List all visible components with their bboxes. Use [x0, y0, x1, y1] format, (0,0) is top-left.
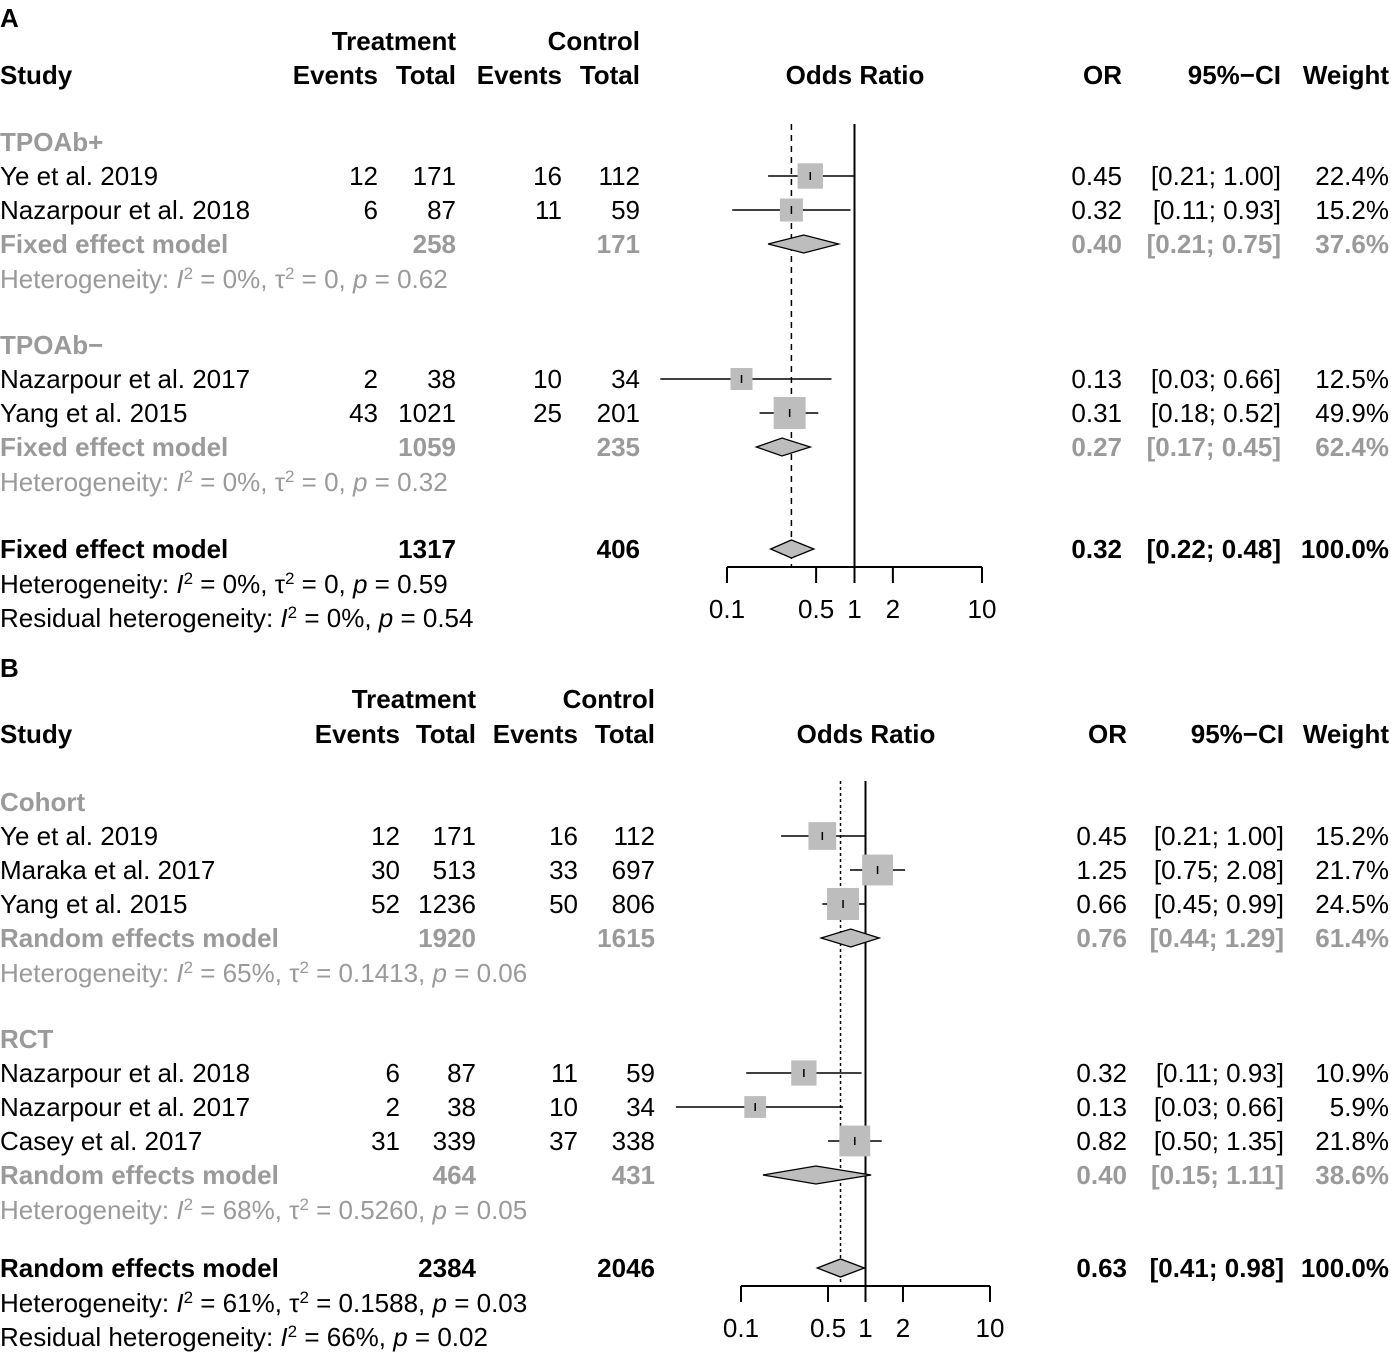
treatment-events: 43	[349, 398, 378, 428]
overall-control-total: 406	[596, 534, 640, 564]
subgroup-ci: [0.21; 0.75]	[1146, 229, 1281, 259]
confidence-interval: [0.11; 0.93]	[1152, 195, 1281, 225]
study-weight: 12.5%	[1315, 364, 1389, 394]
control-total: 59	[611, 195, 640, 225]
treatment-total: 171	[432, 821, 476, 851]
study-name: Nazarpour et al. 2018	[0, 195, 251, 225]
overall-heterogeneity: Heterogeneity: $I^2 = 0\%$, $\tau^2 = 0$, p = 0.59	[0, 568, 448, 599]
confidence-interval: [0.21; 1.00]	[1153, 821, 1284, 851]
treatment-events: 31	[371, 1126, 400, 1156]
header-control-events: Events	[476, 60, 562, 90]
header-or: OR	[1083, 60, 1122, 90]
study-weight: 21.7%	[1315, 855, 1389, 885]
subgroup-model-label: Fixed effect model	[0, 229, 229, 259]
odds-ratio-value: 0.45	[1076, 821, 1127, 851]
header-study: Study	[0, 60, 73, 90]
overall-diamond	[817, 1259, 864, 1277]
overall-ci: [0.22; 0.48]	[1146, 534, 1281, 564]
subgroup-heterogeneity: Heterogeneity: $I^2 = 65\%$, $\tau^2 = 0.1413$, p = 0.06	[0, 957, 528, 988]
study-weight: 5.9%	[1329, 1092, 1389, 1122]
treatment-events: 6	[385, 1058, 400, 1088]
overall-model-label: Random effects model	[0, 1253, 279, 1283]
subgroup-title: TPOAb−	[0, 330, 104, 360]
overall-heterogeneity: Heterogeneity: $I^2 = 61\%$, $\tau^2 = 0.1588$, p = 0.03	[0, 1287, 528, 1318]
odds-ratio-value: 0.13	[1076, 1092, 1127, 1122]
treatment-total: 38	[447, 1092, 476, 1122]
odds-ratio-value: 0.82	[1076, 1126, 1127, 1156]
study-name: Yang et al. 2015	[0, 398, 188, 428]
study-name: Nazarpour et al. 2017	[0, 1092, 251, 1122]
control-total: 201	[596, 398, 640, 428]
header-treatment: Treatment	[351, 684, 476, 714]
treatment-total: 87	[447, 1058, 476, 1088]
subgroup-model-label: Random effects model	[0, 1160, 279, 1190]
overall-treatment-total: 1317	[398, 534, 456, 564]
treatment-events: 12	[349, 161, 378, 191]
overall-diamond	[771, 540, 814, 558]
control-events: 11	[551, 1058, 578, 1088]
confidence-interval: [0.21; 1.00]	[1150, 161, 1281, 191]
subgroup-title: RCT	[0, 1024, 54, 1054]
overall-treatment-total: 2384	[418, 1253, 476, 1283]
subgroup-control-total: 431	[611, 1160, 655, 1190]
x-tick-label: 10	[975, 1313, 1005, 1343]
subgroup-control-total: 1615	[597, 923, 655, 953]
panel-label: A	[0, 3, 19, 33]
control-total: 806	[611, 889, 655, 919]
treatment-total: 339	[432, 1126, 476, 1156]
residual-heterogeneity: Residual heterogeneity: $I^2 = 0\%$, p = 0.54	[0, 602, 474, 633]
confidence-interval: [0.75; 2.08]	[1153, 855, 1284, 885]
header-control: Control	[562, 684, 655, 714]
header-or: OR	[1088, 719, 1127, 749]
study-weight: 15.2%	[1315, 821, 1389, 851]
header-odds-ratio: Odds Ratio	[785, 60, 925, 90]
overall-model-label: Fixed effect model	[0, 534, 229, 564]
x-tick-label: 1	[847, 594, 862, 624]
study-weight: 10.9%	[1315, 1058, 1389, 1088]
treatment-events: 2	[363, 364, 378, 394]
header-treatment-total: Total	[395, 60, 456, 90]
overall-odds-ratio: 0.32	[1071, 534, 1122, 564]
subgroup-diamond	[768, 235, 838, 253]
odds-ratio-value: 0.45	[1071, 161, 1122, 191]
overall-control-total: 2046	[597, 1253, 655, 1283]
control-total: 59	[626, 1058, 655, 1088]
header-odds-ratio: Odds Ratio	[796, 719, 936, 749]
subgroup-ci: [0.44; 1.29]	[1149, 923, 1284, 953]
header-control-total: Total	[579, 60, 640, 90]
control-total: 697	[611, 855, 655, 885]
study-name: Yang et al. 2015	[0, 889, 188, 919]
subgroup-weight: 62.4%	[1315, 432, 1389, 462]
header-weight: Weight	[1302, 719, 1389, 749]
subgroup-model-label: Fixed effect model	[0, 432, 229, 462]
study-name: Nazarpour et al. 2017	[0, 364, 251, 394]
control-total: 112	[613, 821, 655, 851]
control-events: 16	[549, 821, 578, 851]
control-events: 10	[533, 364, 562, 394]
subgroup-diamond	[821, 929, 879, 947]
subgroup-diamond	[763, 1166, 871, 1184]
subgroup-title: Cohort	[0, 787, 86, 817]
residual-heterogeneity: Residual heterogeneity: $I^2 = 66\%$, p = 0.02	[0, 1321, 488, 1352]
control-events: 11	[535, 195, 562, 225]
header-treatment-events: Events	[314, 719, 400, 749]
study-weight: 49.9%	[1315, 398, 1389, 428]
confidence-interval: [0.03; 0.66]	[1150, 364, 1281, 394]
control-events: 25	[533, 398, 562, 428]
control-events: 50	[549, 889, 578, 919]
study-weight: 15.2%	[1315, 195, 1389, 225]
confidence-interval: [0.03; 0.66]	[1153, 1092, 1284, 1122]
subgroup-heterogeneity: Heterogeneity: $I^2 = 0\%$, $\tau^2 = 0$, p = 0.62	[0, 263, 448, 294]
study-name: Nazarpour et al. 2018	[0, 1058, 251, 1088]
overall-odds-ratio: 0.63	[1076, 1253, 1127, 1283]
x-tick-label: 1	[858, 1313, 873, 1343]
treatment-events: 52	[371, 889, 400, 919]
control-events: 37	[549, 1126, 578, 1156]
x-tick-label: 2	[895, 1313, 911, 1343]
subgroup-control-total: 235	[596, 432, 640, 462]
header-study: Study	[0, 719, 73, 749]
study-name: Maraka et al. 2017	[0, 855, 216, 885]
confidence-interval: [0.45; 0.99]	[1153, 889, 1284, 919]
subgroup-title: TPOAb+	[0, 127, 104, 157]
study-weight: 22.4%	[1315, 161, 1389, 191]
subgroup-odds-ratio: 0.27	[1071, 432, 1122, 462]
treatment-total: 1021	[398, 398, 456, 428]
study-weight: 24.5%	[1315, 889, 1389, 919]
subgroup-odds-ratio: 0.40	[1071, 229, 1122, 259]
odds-ratio-value: 0.66	[1076, 889, 1127, 919]
subgroup-treatment-total: 1059	[398, 432, 456, 462]
treatment-events: 12	[371, 821, 400, 851]
x-tick-label: 0.5	[809, 1313, 847, 1343]
header-treatment-events: Events	[292, 60, 378, 90]
overall-weight: 100.0%	[1300, 1253, 1389, 1283]
header-control: Control	[547, 26, 640, 56]
header-ci: 95%−CI	[1187, 60, 1281, 90]
subgroup-treatment-total: 464	[432, 1160, 476, 1190]
study-weight: 21.8%	[1315, 1126, 1389, 1156]
x-tick-label: 0.1	[722, 1313, 760, 1343]
subgroup-weight: 37.6%	[1315, 229, 1389, 259]
overall-ci: [0.41; 0.98]	[1149, 1253, 1284, 1283]
subgroup-treatment-total: 1920	[418, 923, 476, 953]
treatment-total: 1236	[418, 889, 476, 919]
treatment-total: 87	[427, 195, 456, 225]
subgroup-treatment-total: 258	[412, 229, 456, 259]
control-total: 112	[598, 161, 640, 191]
subgroup-ci: [0.17; 0.45]	[1146, 432, 1281, 462]
subgroup-diamond	[756, 438, 810, 456]
treatment-events: 6	[363, 195, 378, 225]
treatment-total: 38	[427, 364, 456, 394]
treatment-total: 513	[432, 855, 476, 885]
subgroup-ci: [0.15; 1.11]	[1151, 1160, 1284, 1190]
subgroup-heterogeneity: Heterogeneity: $I^2 = 0\%$, $\tau^2 = 0$, p = 0.32	[0, 466, 448, 497]
control-events: 33	[549, 855, 578, 885]
control-events: 16	[533, 161, 562, 191]
header-weight: Weight	[1302, 60, 1389, 90]
treatment-events: 2	[385, 1092, 400, 1122]
control-total: 34	[626, 1092, 655, 1122]
header-control-events: Events	[492, 719, 578, 749]
confidence-interval: [0.11; 0.93]	[1155, 1058, 1284, 1088]
control-total: 338	[611, 1126, 655, 1156]
header-treatment: Treatment	[331, 26, 456, 56]
confidence-interval: [0.18; 0.52]	[1150, 398, 1281, 428]
subgroup-odds-ratio: 0.40	[1076, 1160, 1127, 1190]
study-name: Ye et al. 2019	[0, 821, 159, 851]
header-control-total: Total	[594, 719, 655, 749]
odds-ratio-value: 1.25	[1076, 855, 1127, 885]
subgroup-heterogeneity: Heterogeneity: $I^2 = 68\%$, $\tau^2 = 0.5260$, p = 0.05	[0, 1194, 528, 1225]
odds-ratio-value: 0.32	[1071, 195, 1122, 225]
subgroup-control-total: 171	[596, 229, 640, 259]
subgroup-weight: 61.4%	[1315, 923, 1389, 953]
odds-ratio-value: 0.32	[1076, 1058, 1127, 1088]
header-treatment-total: Total	[415, 719, 476, 749]
control-total: 34	[611, 364, 640, 394]
control-events: 10	[549, 1092, 578, 1122]
panel-label: B	[0, 653, 19, 683]
study-name: Casey et al. 2017	[0, 1126, 203, 1156]
study-name: Ye et al. 2019	[0, 161, 159, 191]
treatment-events: 30	[371, 855, 400, 885]
confidence-interval: [0.50; 1.35]	[1153, 1126, 1284, 1156]
x-tick-label: 10	[967, 594, 997, 624]
subgroup-odds-ratio: 0.76	[1076, 923, 1127, 953]
subgroup-model-label: Random effects model	[0, 923, 279, 953]
odds-ratio-value: 0.31	[1071, 398, 1122, 428]
header-ci: 95%−CI	[1190, 719, 1284, 749]
subgroup-weight: 38.6%	[1315, 1160, 1389, 1190]
x-tick-label: 2	[885, 594, 901, 624]
x-tick-label: 0.5	[798, 594, 835, 624]
odds-ratio-value: 0.13	[1071, 364, 1122, 394]
overall-weight: 100.0%	[1300, 534, 1389, 564]
treatment-total: 171	[412, 161, 456, 191]
x-tick-label: 0.1	[708, 594, 746, 624]
